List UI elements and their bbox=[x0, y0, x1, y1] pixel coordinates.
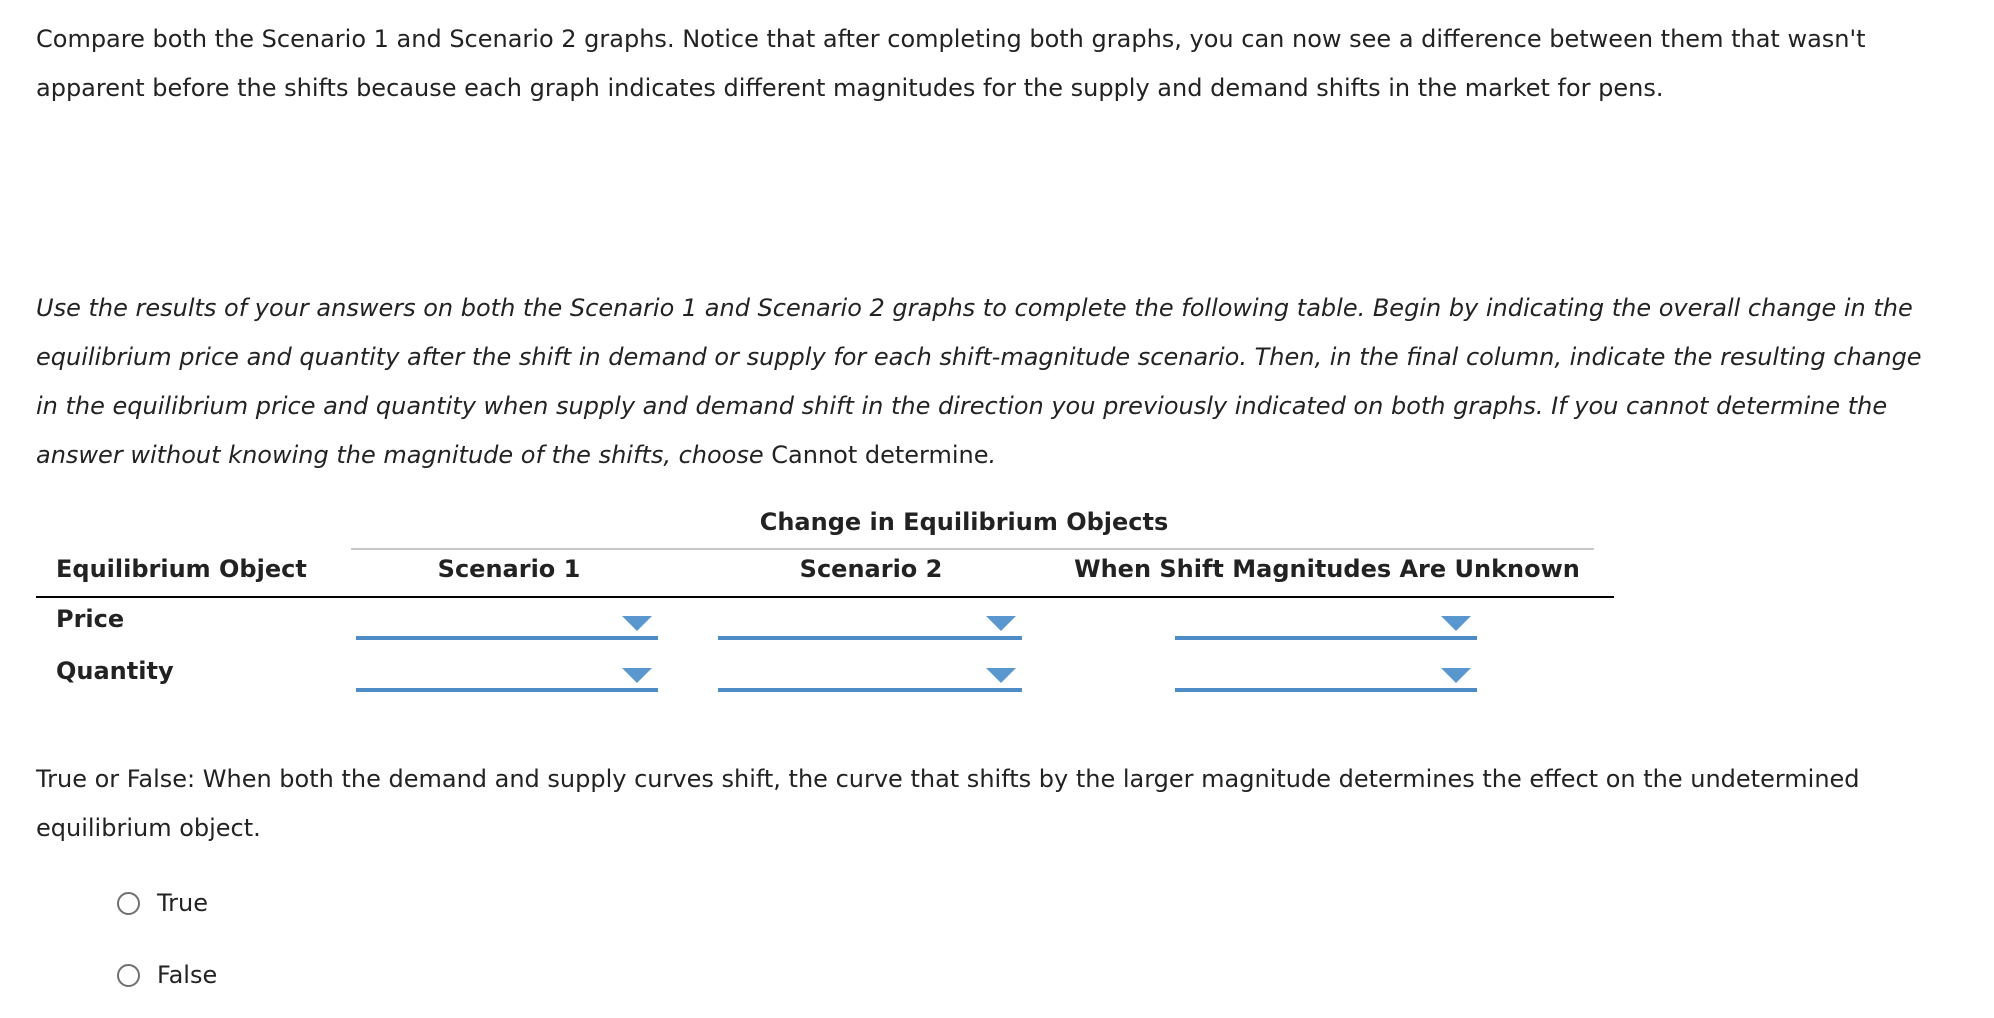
price-scenario-1-dropdown[interactable] bbox=[356, 604, 658, 640]
header-divider bbox=[36, 596, 1614, 598]
dropdown-caret-icon bbox=[986, 668, 1016, 683]
column-header-unknown-magnitudes: When Shift Magnitudes Are Unknown bbox=[1074, 555, 1580, 583]
price-unknown-dropdown[interactable] bbox=[1175, 604, 1477, 640]
group-header-divider bbox=[351, 548, 1594, 550]
radio-label-false: False bbox=[157, 961, 218, 989]
row-label-quantity: Quantity bbox=[56, 657, 174, 685]
dropdown-caret-icon bbox=[622, 668, 652, 683]
row-label-price: Price bbox=[56, 605, 125, 633]
instructions-end: . bbox=[988, 441, 997, 469]
dropdown-caret-icon bbox=[986, 616, 1016, 631]
true-false-question: True or False: When both the demand and supply curves shift, the curve that shifts by the larger magnitude determines the effect on the undetermined equilibrium object. bbox=[36, 765, 1860, 842]
instructions-paragraph bbox=[36, 284, 1936, 480]
column-header-object: Equilibrium Object bbox=[56, 555, 307, 583]
table-group-header: Change in Equilibrium Objects bbox=[759, 508, 1169, 536]
price-scenario-2-dropdown[interactable] bbox=[718, 604, 1022, 640]
quantity-scenario-1-dropdown[interactable] bbox=[356, 656, 658, 692]
intro-paragraph: Compare both the Scenario 1 and Scenario 2 graphs. Notice that after completing both graphs, you can now see a difference between them that wasn't apparent before the shifts because each graph indicates different magnitudes for the supply and demand shifts in the market for pens. bbox=[36, 25, 1866, 102]
cannot-determine-option-name: Cannot determine bbox=[771, 441, 989, 469]
quantity-scenario-2-dropdown[interactable] bbox=[718, 656, 1022, 692]
instructions-text: Use the results of your answers on both the Scenario 1 and Scenario 2 graphs to complete the following table. Begin by indicating the overall change in the equilibrium price and quantity after the shift in demand or supply for each shift-magnitude scenario. Then, in the final column, indicate the resulting change in the equilibrium price and quantity when supply and demand shift in the direction you previously indicated on both graphs. If you cannot determine the answer without knowing the magnitude of the shifts, choose bbox=[36, 294, 1922, 469]
radio-option-true[interactable] bbox=[117, 886, 208, 920]
dropdown-caret-icon bbox=[1441, 668, 1471, 683]
dropdown-caret-icon bbox=[1441, 616, 1471, 631]
radio-button-icon[interactable] bbox=[117, 964, 140, 987]
radio-button-icon[interactable] bbox=[117, 892, 140, 915]
dropdown-caret-icon bbox=[622, 616, 652, 631]
column-header-scenario-2: Scenario 2 bbox=[799, 555, 943, 583]
quantity-unknown-dropdown[interactable] bbox=[1175, 656, 1477, 692]
column-header-scenario-1: Scenario 1 bbox=[437, 555, 581, 583]
radio-label-true: True bbox=[157, 889, 208, 917]
radio-option-false[interactable] bbox=[117, 958, 217, 992]
